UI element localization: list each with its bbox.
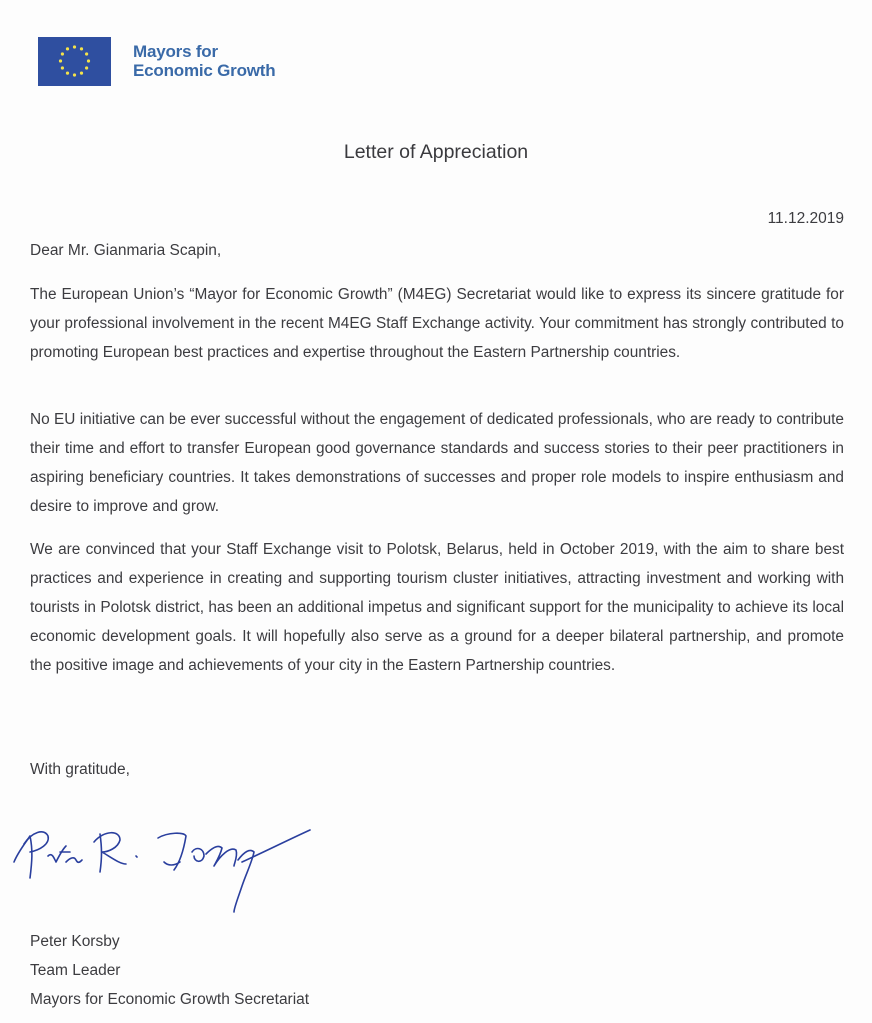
body-paragraph-2: No EU initiative can be ever successful without the engagement of dedicated professionals, who are ready to contribute their time and effort to transfer European good governance standards and success stories to their peer practitioners in aspiring beneficiary countries. It takes demonstrations of successes and proper role models to inspire enthusiasm and desire to improve and grow. [30, 411, 844, 515]
signatory-name: Peter Korsby [30, 933, 120, 950]
logo-line-1: Mayors for [133, 42, 218, 61]
logo-wordmark [133, 42, 275, 80]
salutation: Dear Mr. Gianmaria Scapin, [30, 242, 222, 259]
eu-flag-icon [38, 37, 111, 86]
logo-line-2: Economic Growth [133, 61, 276, 80]
signatory-organization: Mayors for Economic Growth Secretariat [30, 991, 310, 1008]
m4eg-logo [38, 37, 275, 86]
body-paragraph-1: The European Union’s “Mayor for Economic Growth” (M4EG) Secretariat would like to express its sincere gratitude for your professional involvement in the recent M4EG Staff Exchange activity. Your commitment has strongly contributed to promoting European best practices and expertise throughout the Eastern Partnership countries. [30, 286, 844, 361]
letter-date: 11.12.2019 [767, 210, 844, 227]
closing: With gratitude, [30, 761, 130, 778]
letter-title: Letter of Appreciation [343, 141, 529, 163]
handwritten-signature-icon [8, 822, 318, 922]
signatory-role: Team Leader [30, 962, 121, 979]
signatory-block [30, 927, 309, 1014]
body-paragraph-3: We are convinced that your Staff Exchange visit to Polotsk, Belarus, held in October 2019, with the aim to share best practices and experience in creating and supporting tourism cluster initiatives, attracting investment and working with tourists in Polotsk district, has been an additional impetus and significant support for the municipality to achieve its local economic development goals. It will hopefully also serve as a ground for a deeper bilateral partnership, and promote the positive image and achievements of your city in the Eastern Partnership countries. [30, 541, 844, 674]
